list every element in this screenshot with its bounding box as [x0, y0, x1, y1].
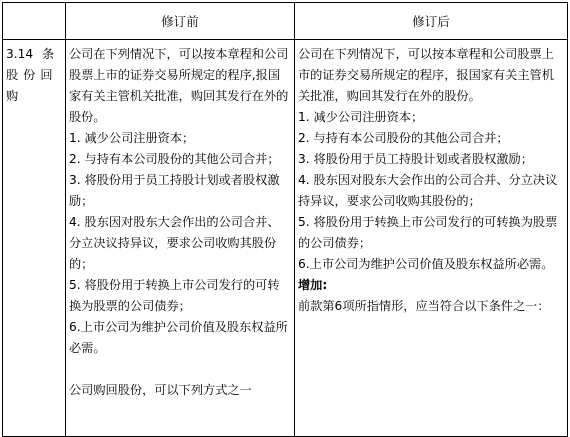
- after-item: 2. 与持有本公司股份的其他公司合并；: [298, 131, 509, 145]
- before-item: 4. 股东因对股东大会作出的公司合并、分立决议持异议，要求公司收购其股份的；: [69, 215, 280, 271]
- before-item: 6.上市公司为维护公司价值及股东权益所必需。: [69, 320, 288, 355]
- before-item: 1. 减少公司注册资本；: [69, 131, 195, 145]
- blank-line: [69, 359, 291, 380]
- after-cell: [295, 40, 568, 437]
- after-item: 3. 将股份用于员工持股计划或者股权激励；: [298, 152, 533, 166]
- after-intro: 公司在下列情况下，可以按本章程和公司股票上市的证券交易所规定的程序，报国家有关主管机关批准，购回其发行在外的股份。: [298, 47, 554, 103]
- before-item: 3. 将股份用于员工持股计划或者股权激励；: [69, 173, 280, 208]
- after-item: 6.上市公司为维护公司价值及股东权益所必需。: [298, 257, 554, 271]
- clause-cell: [3, 40, 66, 437]
- clause-number: 3.14: [6, 47, 34, 61]
- before-cell: [66, 40, 295, 437]
- revision-comparison-table: [2, 2, 568, 437]
- header-clause: [3, 3, 66, 40]
- header-after: 修订后: [295, 3, 568, 40]
- after-item: 1. 减少公司注册资本；: [298, 110, 424, 124]
- before-intro: 公司在下列情况下，可以按本章程和公司股票上市的证券交易所规定的程序,报国家有关主管机关批准，购回其发行在外的股份。: [69, 47, 289, 124]
- clause-title: 条股份回购: [6, 47, 60, 103]
- table-row: [3, 40, 568, 437]
- before-tail: 公司购回股份，可以下列方式之一: [69, 383, 252, 397]
- header-row: [3, 3, 568, 40]
- after-item: 4. 股东因对股东大会作出的公司合并、分立决议持异议，要求公司收购其股份的；: [298, 173, 558, 208]
- header-before: 修订前: [66, 3, 295, 40]
- added-label: 增加:: [298, 278, 328, 292]
- before-item: 5. 将股份用于转换上市公司发行的可转换为股票的公司债券；: [69, 278, 280, 313]
- after-item: 5. 将股份用于转换上市公司发行的可转换为股票的公司债券；: [298, 215, 558, 250]
- before-item: 2. 与持有本公司股份的其他公司合并；: [69, 152, 280, 166]
- added-text: 前款第6项所指情形，应当符合以下条件之一：: [298, 299, 550, 313]
